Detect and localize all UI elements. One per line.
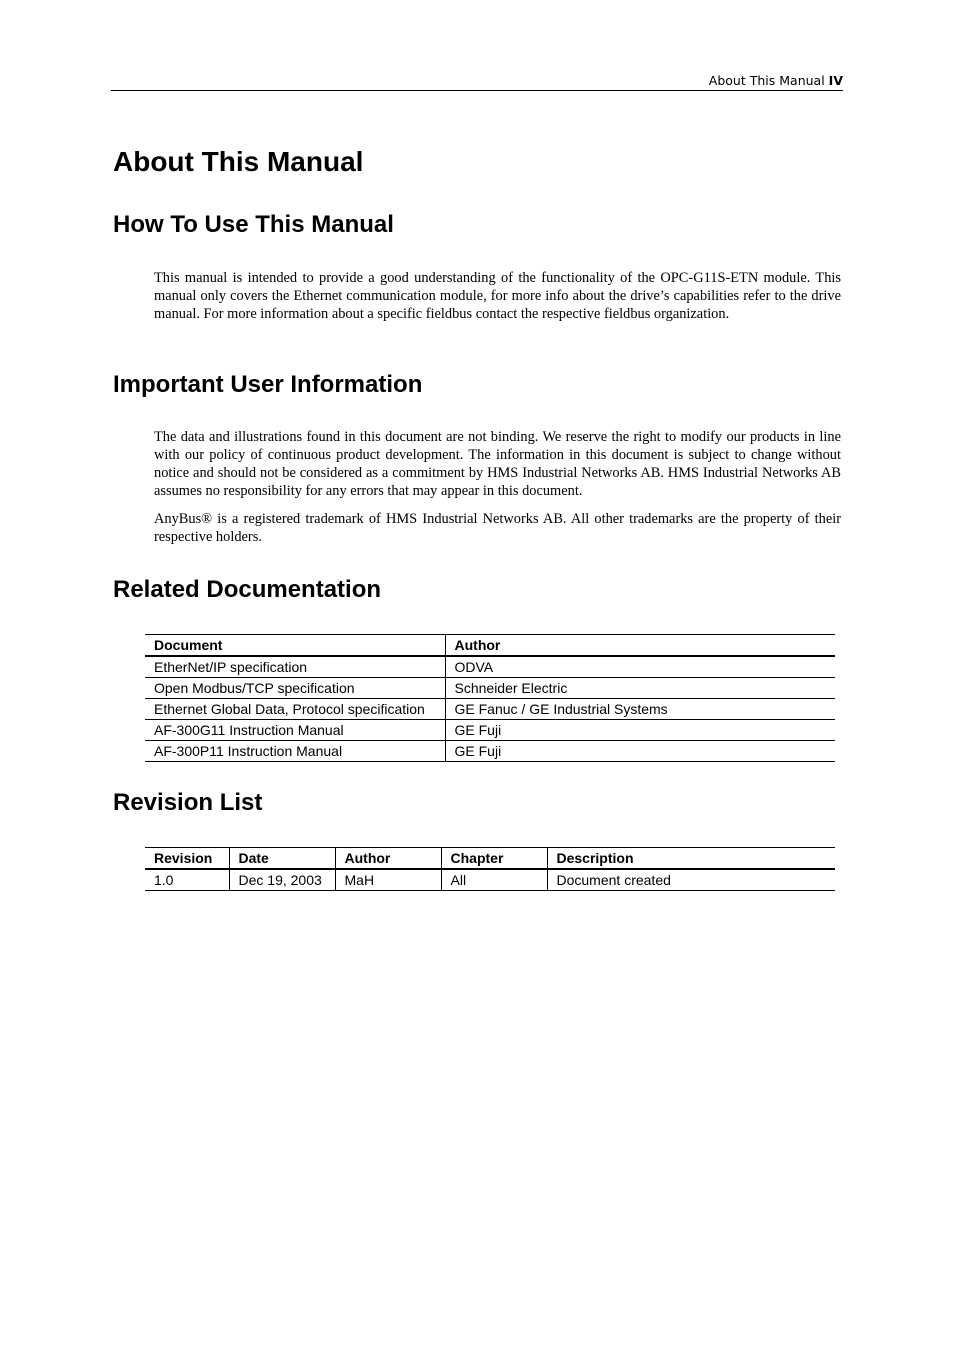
heading-important-info: Important User Information	[113, 371, 423, 398]
related-docs-table	[145, 634, 835, 762]
heading-related-docs: Related Documentation	[113, 576, 382, 603]
table-cell: Open Modbus/TCP specification	[145, 678, 445, 699]
table-cell: GE Fuji	[445, 720, 835, 741]
revision-table	[145, 847, 835, 891]
table-header-row	[145, 848, 835, 870]
column-header-author: Author	[445, 635, 835, 657]
table-row	[145, 720, 835, 741]
table-row	[145, 869, 835, 891]
page-number: IV	[828, 73, 843, 88]
table-cell: Schneider Electric	[445, 678, 835, 699]
table-cell: All	[441, 869, 547, 891]
table-cell: Ethernet Global Data, Protocol specification	[145, 699, 445, 720]
column-header-chapter: Chapter	[441, 848, 547, 870]
table-header-row	[145, 635, 835, 657]
table-cell: GE Fanuc / GE Industrial Systems	[445, 699, 835, 720]
column-header-description: Description	[547, 848, 835, 870]
column-header-author: Author	[335, 848, 441, 870]
table-cell: ODVA	[445, 656, 835, 678]
table-row	[145, 656, 835, 678]
column-header-date: Date	[229, 848, 335, 870]
column-header-document: Document	[145, 635, 445, 657]
paragraph-important-info-2: AnyBus® is a registered trademark of HMS Industrial Networks AB. All other trademarks are the property of their respective holders.	[154, 511, 841, 545]
table-cell: EtherNet/IP specification	[145, 656, 445, 678]
table-cell: AF-300G11 Instruction Manual	[145, 720, 445, 741]
page-title: About This Manual	[113, 146, 364, 177]
table-cell: Dec 19, 2003	[229, 869, 335, 891]
table-row	[145, 678, 835, 699]
heading-how-to-use: How To Use This Manual	[113, 211, 394, 238]
table-cell: GE Fuji	[445, 741, 835, 762]
paragraph-important-info-1: The data and illustrations found in this document are not binding. We reserve the right to modify our products in line with our policy of continuous product development. The information in this document is subject to change without notice and should not be considered as a commitment by HMS Industrial Networks AB. HMS Industrial Networks AB assumes no responsibility for any errors that may appear in this document.	[154, 429, 841, 499]
table-cell: 1.0	[145, 869, 229, 891]
running-header-title: About This Manual	[708, 73, 825, 88]
column-header-revision: Revision	[145, 848, 229, 870]
table-row	[145, 699, 835, 720]
heading-revision-list: Revision List	[113, 789, 263, 816]
running-header	[111, 68, 843, 91]
table-cell: Document created	[547, 869, 835, 891]
table-row	[145, 741, 835, 762]
paragraph-how-to-use: This manual is intended to provide a good understanding of the functionality of the OPC-G11S-ETN module. This manual only covers the Ethernet communication module, for more info about the drive’s capabilities refer to the drive manual. For more information about a specific fieldbus contact the respective fieldbus organization.	[154, 270, 841, 322]
table-cell: AF-300P11 Instruction Manual	[145, 741, 445, 762]
table-cell: MaH	[335, 869, 441, 891]
